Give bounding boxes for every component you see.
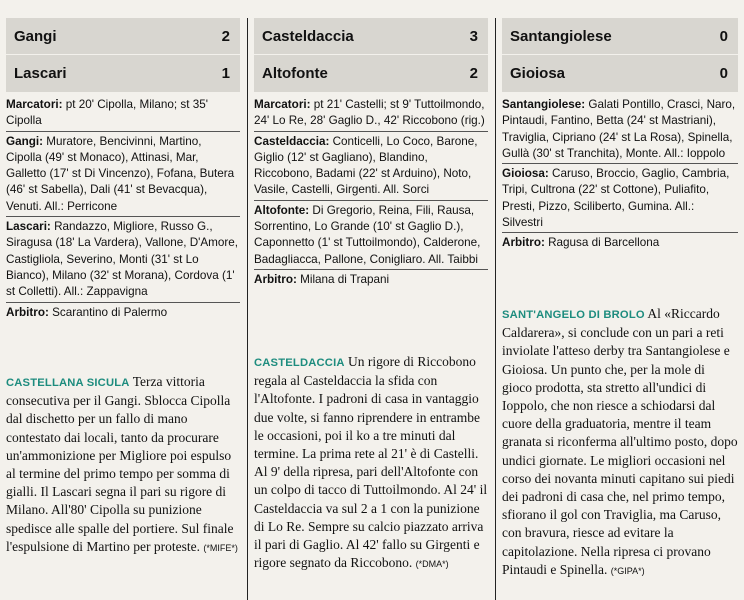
arbitro-line [254,272,488,288]
home-team-score: 3 [469,27,478,45]
report-dateline: CASTELLANA SICULA [6,377,130,389]
match-tabellino [6,97,240,321]
home-lineup-label: Casteldaccia: [254,134,330,148]
away-team-name: Gioiosa [510,65,566,82]
arbitro-label: Arbitro: [502,236,545,250]
away-lineup-text: Randazzo, Migliore, Russo G., Siragusa (18' La Vardera), Vallone, D'Amore, Castigliola, Severino, Monti (31' st Lo Bianco), Milano (32' st Morana), Cordova (1' st Colletti). All.: Zappavigna [6,220,239,299]
marcatori-label: Marcatori: [6,98,63,111]
match-report [254,353,488,573]
away-team-name: Lascari [14,65,67,82]
divider [254,269,488,270]
home-lineup [254,134,488,199]
home-team-name: Santangiolese [510,27,612,45]
away-team-name: Altofonte [262,65,328,82]
away-lineup [254,203,488,268]
report-byline: (*DMA*) [415,559,449,570]
arbitro-line [6,305,240,321]
report-text: Terza vittoria consecutiva per il Gangi. Sblocca Cipolla dal dischetto per un fallo di mano contestato dai locali, tanto da procurare un'ammonizione per Migliore poi espulso al termine del primo tempo per somma di gialli. Il Lascari segna il pari su rigore di Milano. All'80' Cipolla su punizione spedisce alle spalle del portiere. Sul finale l'espulsione di Martino per proteste. [6,374,234,554]
away-lineup-text: Di Gregorio, Reina, Fili, Rausa, Sorrentino, Lo Grande (10' st Gaglio D.), Caponnetto (1' st Tuttoilmondo), Calderone, Badagliacca, Pallone, Conigliaro. All. Taibbi [254,203,481,266]
divider [254,200,488,201]
away-score-row [6,55,240,92]
home-team-score: 0 [719,27,728,45]
away-lineup-label: Gioiosa: [502,167,549,181]
away-score-row [502,55,738,92]
home-team-name: Gangi [14,27,57,45]
divider [6,216,240,217]
arbitro-label: Arbitro: [6,305,49,319]
match-column-santangiolese-gioiosa [496,0,744,600]
scoreboard [6,18,240,92]
match-report [502,305,738,580]
scoreboard [254,18,488,92]
home-lineup-label: Gangi: [6,134,44,148]
report-dateline: CASTELDACCIA [254,357,345,369]
report-text: Al «Riccardo Caldarera», si conclude con un pari a reti inviolate l'atteso derby tra Santangiolese e Gioiosa. Un punto che, per la mole di gioco prodotta, sta stretto all'undici di Ioppolo, che non riesce a schiodarsi dal cuore della graduatoria, mentre il team granata si riconferma all'ultimo posto, dopo undici giornate. Le migliori occasioni nel corso dei novanta minuti capitano sui piedi dei padroni di casa che, nel primo tempo, sfiorano il gol con Traviglia, ma Caruso, con bravura, riesce ad evitare la capitolazione. Nella ripresa ci provano Pintaudi e Spinella. [502,306,738,577]
match-tabellino [254,97,488,288]
home-lineup [502,97,738,162]
marcatori-text: pt 20' Cipolla, Milano; st 35' Cipolla [6,98,208,128]
marcatori-line [6,97,240,130]
marcatori-line [254,97,488,130]
home-lineup-label: Santangiolese: [502,98,586,111]
scoreboard [502,18,738,92]
away-lineup [6,219,240,300]
match-column-casteldaccia-altofonte [248,0,494,600]
arbitro-text: Ragusa di Barcellona [544,236,660,250]
match-column-gangi-lascari [0,0,246,600]
away-team-score: 2 [469,65,478,82]
divider [6,302,240,303]
divider [6,131,240,132]
away-lineup [502,166,738,231]
home-lineup-text: Muratore, Bencivinni, Martino, Cipolla (49' st Monaco), Attinasi, Mar, Galletto (17' st Di Vincenzo), Fofana, Butera (46' st Sabella), Dali (41' st Bevacqua), Venuti. All.: Perricone [6,134,235,213]
home-score-row [502,18,738,55]
home-lineup-text: Conticelli, Lo Coco, Barone, Giglio (12' st Gagliano), Blandino, Riccobono, Badami (22' st Arduino), Noto, Vasile, Castelli, Girgenti. All. Sorci [254,134,478,197]
away-lineup-label: Altofonte: [254,203,310,217]
divider [254,131,488,132]
match-tabellino [502,97,738,252]
match-report [6,373,240,557]
home-team-score: 2 [221,27,230,45]
report-dateline: SANT'ANGELO DI BROLO [502,309,645,321]
divider [502,232,738,233]
away-score-row [254,55,488,92]
divider [502,163,738,164]
arbitro-label: Arbitro: [254,272,297,286]
home-lineup-text: Galati Pontillo, Crasci, Naro, Pintaudi, Fantino, Betta (24' st Mastriani), Traviglia, Cipriano (24' st La Rosa), Spinella, Gullà (30' st Tranchita), Monte. All.: Ioppolo [502,98,736,160]
arbitro-text: Scarantino di Palermo [48,305,168,319]
away-lineup-label: Lascari: [6,220,51,234]
home-lineup [6,134,240,215]
report-text: Un rigore di Riccobono regala al Casteldaccia la sfida con l'Altofonte. I padroni di casa in vantaggio due volte, si fanno riprendere in entrambe le occasioni, poi il ko a tre minuti dal termine. La prima rete al 21' è di Castelli. Al 9' della ripresa, pari dell'Altofonte con un colpo di tacco di Tuttoilmondo. Al 24' il Casteldaccia va sul 2 a 1 con la punizione di Lo Re. Sempre su calcio piazzato arriva il pari di Gaglio. Al 42' fallo su Girgenti e rigore segnato da Riccobono. [254,354,488,571]
marcatori-text: pt 21' Castelli; st 9' Tuttoilmondo, 24' Lo Re, 28' Gaglio D., 42' Riccobono (rig.) [254,98,485,128]
home-team-name: Casteldaccia [262,27,354,45]
report-byline: (*GIPA*) [610,565,645,576]
home-score-row [6,18,240,55]
away-team-score: 1 [221,65,230,82]
arbitro-text: Milana di Trapani [296,272,390,286]
report-byline: (*MIFE*) [203,542,238,553]
away-team-score: 0 [719,65,728,82]
away-lineup-text: Caruso, Broccio, Gaglio, Cambria, Tripi, Cultrona (22' st Cottone), Puliafito, Presti, Pizzo, Sciliberto, Gumina. All.: Silvestri [502,167,730,230]
home-score-row [254,18,488,55]
arbitro-line [502,235,738,251]
marcatori-label: Marcatori: [254,98,311,111]
